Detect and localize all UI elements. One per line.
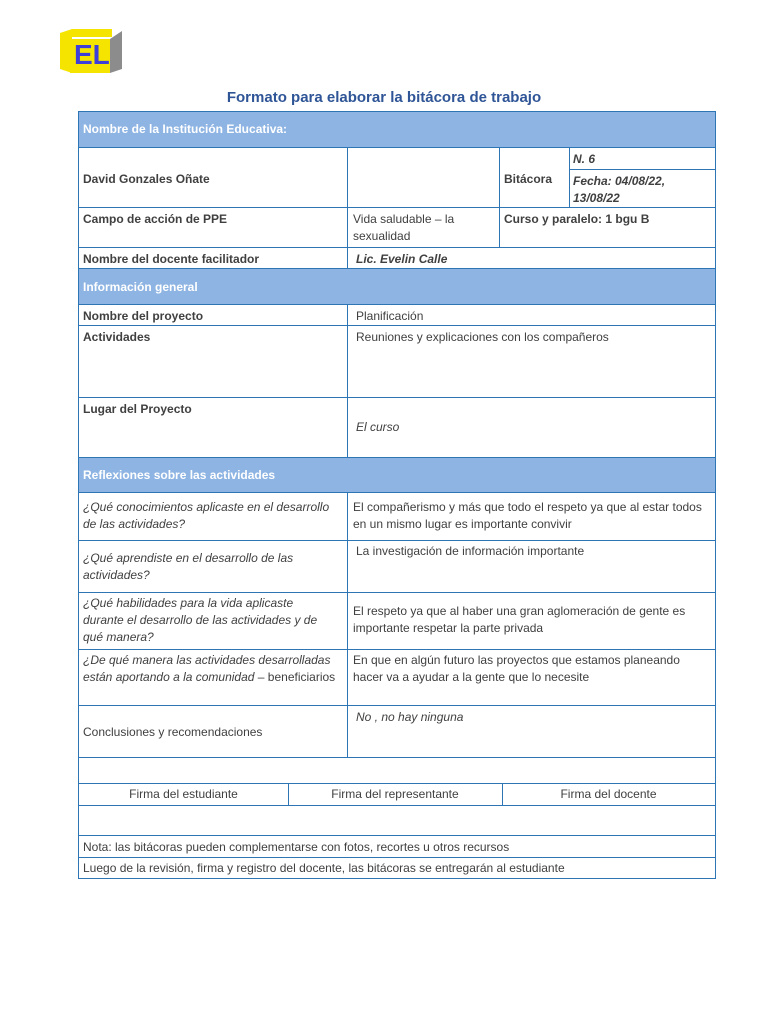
docente-value: Lic. Evelin Calle [356,252,448,266]
question-4-text: ¿De qué manera las actividades desarrolladas están aportando a la comunidad [83,653,331,684]
institution-logo [60,29,124,77]
lugar-label: Lugar del Proyecto [83,402,192,416]
firma-estudiante: Firma del estudiante [129,787,238,801]
row-divider [79,757,715,758]
column-divider [347,304,348,457]
docente-label: Nombre del docente facilitador [83,252,260,266]
lugar-value: El curso [356,420,400,434]
question-3: ¿Qué habilidades para la vida aplicaste durante el desarrollo de las actividades y de qué manera? [83,596,318,644]
general-header: Información general [83,280,198,294]
answer-2: La investigación de información importante [356,544,585,558]
row-divider [79,705,715,706]
row-divider [79,207,715,208]
bitacora-dates: Fecha: 04/08/22, 13/08/22 [573,174,666,205]
row-divider [79,835,715,836]
answer-3: El respeto ya que al haber una gran aglomeración de gente es importante respetar la parte privada [353,604,686,635]
column-divider [347,147,348,268]
question-1: ¿Qué conocimientos aplicaste en el desarrollo de las actividades? [83,500,330,531]
student-name: David Gonzales Oñate [83,172,210,186]
answer-4: En que en algún futuro las proyectos que estamos planeando hacer va a ayudar a la gente que lo necesite [353,653,680,684]
conclusiones-value: No , no hay ninguna [356,710,464,724]
row-divider [79,783,715,784]
row-divider [79,805,715,806]
column-divider [288,783,289,805]
page-title: Formato para elaborar la bitácora de trabajo [226,89,542,106]
row-divider [79,397,715,398]
row-divider [79,247,715,248]
general-header-band [79,269,715,304]
proyecto-label: Nombre del proyecto [83,309,204,323]
column-divider [569,147,570,207]
row-divider [79,492,715,493]
firma-docente: Firma del docente [560,787,657,801]
campo-label: Campo de acción de PPE [83,212,228,226]
row-divider [79,147,715,148]
row-divider [79,304,715,305]
curso-label: Curso y paralelo: 1 bgu B [504,212,650,226]
institution-header-band [79,112,715,147]
row-divider [569,169,715,170]
row-divider [79,540,715,541]
nota: Nota: las bitácoras pueden complementarse con fotos, recortes u otros recursos [83,840,510,854]
reflexiones-header: Reflexiones sobre las actividades [83,468,276,482]
entrega-note: Luego de la revisión, firma y registro del docente, las bitácoras se entregarán al estudiante [83,861,565,875]
row-divider [79,268,715,269]
bitacora-label: Bitácora [504,172,553,186]
actividades-value: Reuniones y explicaciones con los compañeros [356,330,609,344]
firma-representante: Firma del representante [331,787,459,801]
question-2: ¿Qué aprendiste en el desarrollo de las actividades? [83,551,294,582]
proyecto-value: Planificación [356,309,424,323]
answer-1: El compañerismo y más que todo el respeto ya que al estar todos en un mismo lugar es importante convivir [353,500,702,531]
svg-text:EL: EL [74,39,110,70]
question-4-tail: – beneficiarios [254,670,336,684]
row-divider [79,649,715,650]
reflexiones-header-band [79,457,715,492]
bitacora-form [78,111,716,879]
row-divider [79,325,715,326]
question-4 [79,651,341,687]
conclusiones-label: Conclusiones y recomendaciones [83,725,263,739]
row-divider [79,457,715,458]
row-divider [79,592,715,593]
institution-header: Nombre de la Institución Educativa: [83,122,288,136]
column-divider [502,783,503,805]
bitacora-number: N. 6 [573,152,596,166]
actividades-label: Actividades [83,330,151,344]
column-divider [347,492,348,757]
row-divider [79,857,715,858]
campo-value: Vida saludable – la sexualidad [353,212,455,243]
column-divider [499,147,500,247]
